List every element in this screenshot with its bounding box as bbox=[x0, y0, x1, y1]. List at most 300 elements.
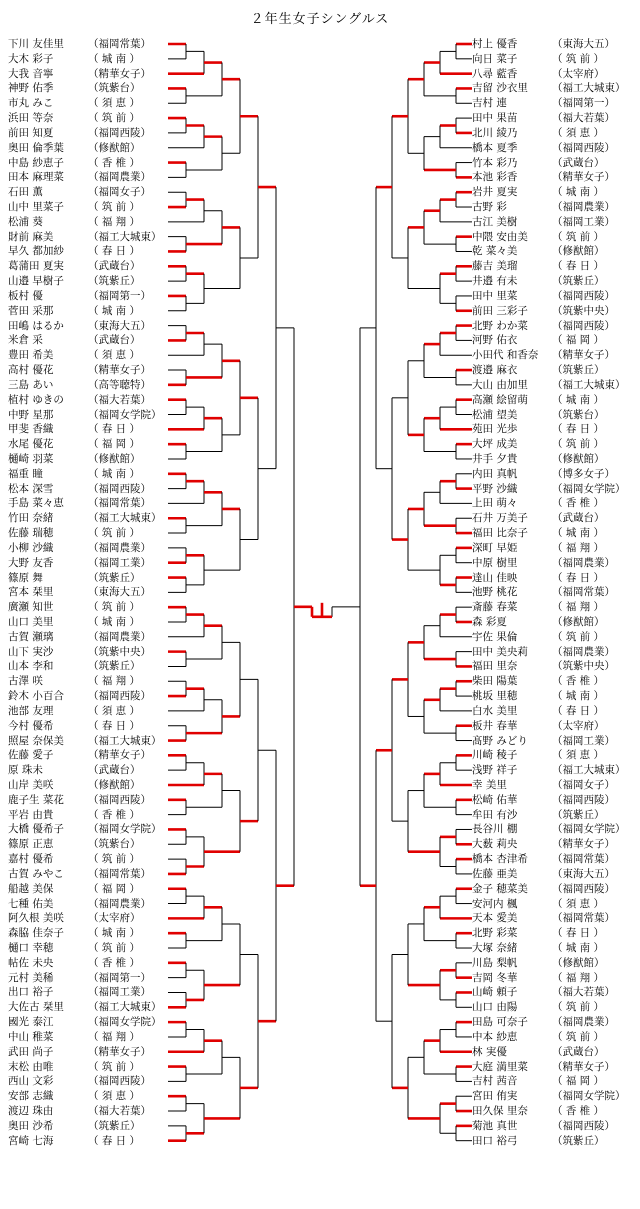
player-school: （福岡工業） bbox=[88, 556, 151, 569]
player-name: 大坪 成美 bbox=[472, 438, 518, 451]
player-name: 大庭 満里菜 bbox=[472, 1060, 528, 1073]
player-school: （福岡西陵） bbox=[552, 319, 615, 332]
player-school: （ 春 日 ） bbox=[88, 1134, 141, 1147]
player-name: 小柳 沙織 bbox=[8, 541, 54, 554]
player-name: 藤吉 美瑠 bbox=[472, 260, 518, 273]
player-school: （ 城 南 ） bbox=[88, 52, 141, 65]
player-school: （福岡女学院） bbox=[552, 482, 626, 495]
player-school: （筑紫丘） bbox=[88, 660, 141, 673]
player-name: 前田 知夏 bbox=[8, 126, 54, 139]
player-name: 福田 里奈 bbox=[472, 660, 518, 673]
player-school: （ 筑 前 ） bbox=[88, 853, 141, 866]
player-school: （ 須 恵 ） bbox=[88, 1090, 141, 1103]
player-school: （ 春 日 ） bbox=[88, 719, 141, 732]
player-school: （修猷館） bbox=[552, 452, 605, 465]
player-name: 竹本 彩乃 bbox=[472, 156, 518, 169]
player-school: （福岡西陵） bbox=[552, 882, 615, 895]
player-name: 大野 友香 bbox=[8, 556, 54, 569]
player-name: 金子 穂菜美 bbox=[472, 882, 528, 895]
player-name: 田本 麻理菜 bbox=[8, 171, 64, 184]
player-name: 帖佐 未央 bbox=[8, 956, 54, 969]
player-name: 古澤 咲 bbox=[8, 675, 43, 688]
player-school: （福岡西陵） bbox=[552, 141, 615, 154]
player-school: （ 城 南 ） bbox=[552, 527, 605, 540]
player-name: 竹田 奈緒 bbox=[8, 512, 54, 525]
player-school: （修猷館） bbox=[88, 779, 141, 791]
player-school: （ 筑 前 ） bbox=[552, 630, 605, 643]
player-school: （福岡常葉） bbox=[552, 853, 615, 866]
player-school: （精華女子） bbox=[552, 838, 615, 851]
player-name: 中野 星那 bbox=[8, 408, 54, 421]
player-school: （太宰府） bbox=[552, 67, 605, 80]
player-school: （ 城 南 ） bbox=[552, 393, 605, 406]
player-name: 松本 深雪 bbox=[8, 482, 54, 495]
player-name: 前田 三彩子 bbox=[472, 304, 528, 317]
right-bracket bbox=[360, 44, 472, 1141]
player-name: 手島 菜々恵 bbox=[8, 497, 64, 510]
player-school: （福岡第一） bbox=[552, 97, 615, 110]
player-school: （筑紫中央） bbox=[552, 304, 615, 317]
player-school: （精華女子） bbox=[88, 749, 151, 762]
player-school: （福岡西陵） bbox=[88, 482, 151, 495]
player-name: 大山 由加里 bbox=[472, 378, 528, 391]
player-name: 安河内 楓 bbox=[472, 897, 518, 910]
player-name: 幸 美里 bbox=[472, 779, 507, 791]
player-school: （ 城 南 ） bbox=[88, 467, 141, 480]
player-name: 山崎 頼子 bbox=[472, 986, 518, 999]
player-school: （福岡農業） bbox=[88, 630, 151, 643]
player-school: （福工大城東） bbox=[88, 734, 162, 747]
player-school: （ 春 日 ） bbox=[88, 423, 141, 436]
player-name: 柴田 陽葉 bbox=[472, 675, 518, 688]
player-name: 山邉 早樹子 bbox=[8, 275, 64, 288]
player-school: （福岡西陵） bbox=[88, 1075, 151, 1088]
player-school: （福岡常葉） bbox=[88, 497, 151, 510]
player-name: 鈴木 小百合 bbox=[8, 690, 64, 703]
player-school: （ 須 恵 ） bbox=[552, 897, 605, 910]
player-name: 森脇 佳奈子 bbox=[8, 927, 64, 940]
player-school: （福工大城東） bbox=[552, 82, 626, 95]
player-school: （福岡農業） bbox=[88, 541, 151, 554]
player-name: 中原 樹里 bbox=[472, 556, 518, 569]
player-name: 今村 優希 bbox=[8, 719, 54, 732]
player-name: 山中 里菜子 bbox=[8, 201, 64, 214]
player-school: （修猷館） bbox=[88, 452, 141, 465]
player-school: （東海大五） bbox=[552, 38, 615, 50]
player-school: （ 須 恵 ） bbox=[552, 749, 605, 762]
player-name: 橋本 夏季 bbox=[472, 141, 518, 154]
player-school: （ 福 翔 ） bbox=[552, 541, 605, 554]
player-school: （ 香 椎 ） bbox=[88, 156, 141, 169]
player-name: 大塚 奈緒 bbox=[472, 942, 518, 955]
player-school: （福岡西陵） bbox=[88, 690, 151, 703]
player-name: 三島 あい bbox=[8, 378, 54, 391]
player-school: （ 須 恵 ） bbox=[88, 97, 141, 110]
player-school: （筑紫台） bbox=[552, 408, 605, 421]
player-school: （ 福 岡 ） bbox=[88, 438, 141, 451]
player-name: 菊池 真世 bbox=[472, 1119, 518, 1132]
player-school: （ 筑 前 ） bbox=[88, 112, 141, 125]
player-school: （福岡常葉） bbox=[88, 867, 151, 880]
player-school: （太宰府） bbox=[88, 912, 141, 925]
player-school: （ 福 翔 ） bbox=[552, 601, 605, 614]
player-school: （ 春 日 ） bbox=[88, 245, 141, 258]
player-school: （筑紫丘） bbox=[552, 1134, 605, 1147]
player-name: 池野 桃花 bbox=[472, 586, 518, 599]
player-school: （福岡女子） bbox=[552, 779, 615, 791]
player-school: （ 筑 前 ） bbox=[552, 230, 605, 243]
player-name: 渡辺 珠由 bbox=[8, 1105, 54, 1118]
player-school: （福岡西陵） bbox=[552, 289, 615, 302]
player-name: 牟田 有沙 bbox=[472, 808, 518, 821]
player-name: 八尋 藍香 bbox=[472, 67, 518, 80]
player-name: 橋本 杏津希 bbox=[472, 853, 528, 866]
player-name: 葛蒲田 夏実 bbox=[8, 260, 64, 273]
player-school: （筑紫丘） bbox=[552, 808, 605, 821]
player-name: 七種 佑美 bbox=[8, 897, 54, 910]
player-name: 鹿子生 菜花 bbox=[8, 793, 64, 806]
player-name: 大薮 莉央 bbox=[472, 838, 518, 851]
player-school: （福岡農業） bbox=[552, 201, 615, 214]
player-school: （福岡第一） bbox=[88, 971, 151, 984]
player-name: 宇佐 果倫 bbox=[472, 630, 518, 643]
player-school: （福大若葉） bbox=[552, 986, 615, 999]
player-name: 甲斐 香織 bbox=[8, 423, 54, 436]
player-school: （ 福 岡 ） bbox=[552, 1075, 605, 1088]
player-name: 西山 文彩 bbox=[8, 1075, 54, 1088]
player-school: （高等聴特） bbox=[88, 378, 151, 391]
player-name: 大橋 優希子 bbox=[8, 823, 64, 836]
player-name: 早久 都加紗 bbox=[8, 245, 64, 258]
player-school: （ 須 恵 ） bbox=[88, 704, 141, 717]
player-school: （福工大城東） bbox=[88, 230, 162, 243]
player-school: （福大若葉） bbox=[88, 393, 151, 406]
player-name: 神野 佑季 bbox=[8, 82, 54, 95]
player-school: （筑紫丘） bbox=[88, 275, 141, 288]
player-name: 照屋 奈保美 bbox=[8, 734, 64, 747]
player-name: 松浦 葵 bbox=[8, 215, 43, 228]
player-school: （ 福 翔 ） bbox=[88, 1030, 141, 1043]
player-name: 佐藤 亜美 bbox=[472, 867, 518, 880]
player-school: （筑紫丘） bbox=[88, 1119, 141, 1132]
player-name: 小田代 和香奈 bbox=[472, 349, 539, 362]
player-school: （福工大城東） bbox=[88, 1001, 162, 1014]
player-name: 吉岡 冬華 bbox=[472, 971, 518, 984]
player-name: 奥田 倫季葉 bbox=[8, 141, 64, 154]
player-school: （福工大城東） bbox=[552, 764, 626, 777]
player-name: 渡邉 麻衣 bbox=[472, 364, 518, 377]
player-name: 長谷川 棚 bbox=[472, 823, 518, 836]
player-name: 井手 夕貴 bbox=[472, 452, 518, 465]
player-name: 下川 友佳里 bbox=[8, 38, 64, 50]
player-school: （福岡農業） bbox=[552, 645, 615, 658]
player-name: 樋口 幸穂 bbox=[8, 942, 54, 955]
player-school: （東海大五） bbox=[88, 586, 151, 599]
player-name: 北野 彩菜 bbox=[472, 927, 518, 940]
player-school: （福岡常葉） bbox=[552, 912, 615, 925]
player-name: 樋崎 羽菜 bbox=[8, 452, 54, 465]
player-school: （福岡西陵） bbox=[552, 793, 615, 806]
player-school: （修猷館） bbox=[552, 245, 605, 258]
player-name: 米倉 采 bbox=[8, 334, 43, 347]
player-school: （ 香 椎 ） bbox=[552, 1105, 605, 1118]
player-school: （福岡工業） bbox=[552, 215, 615, 228]
player-name: 植村 ゆきの bbox=[8, 393, 64, 406]
player-name: 天本 愛美 bbox=[472, 912, 518, 925]
player-name: 吉留 沙衣里 bbox=[472, 82, 528, 95]
player-name: 髙野 みどり bbox=[472, 734, 528, 747]
player-school: （ 春 日 ） bbox=[552, 260, 605, 273]
player-name: 板井 春華 bbox=[472, 719, 518, 732]
player-school: （福岡農業） bbox=[552, 556, 615, 569]
player-name: 末松 由唯 bbox=[8, 1060, 54, 1073]
player-name: 達山 佳映 bbox=[472, 571, 518, 584]
player-name: 山口 美里 bbox=[8, 615, 54, 628]
player-school: （筑紫丘） bbox=[552, 275, 605, 288]
player-name: 福重 瞳 bbox=[8, 467, 43, 480]
player-name: 北川 綾乃 bbox=[472, 126, 518, 139]
player-school: （筑紫台） bbox=[88, 82, 141, 95]
player-name: 川崎 稜子 bbox=[472, 749, 518, 762]
player-school: （ 城 南 ） bbox=[88, 615, 141, 628]
player-school: （精華女子） bbox=[88, 364, 151, 377]
player-name: 山下 実沙 bbox=[8, 645, 54, 658]
player-school: （福岡女子） bbox=[88, 186, 151, 199]
player-school: （ 福 翔 ） bbox=[552, 971, 605, 984]
player-name: 田中 果苗 bbox=[472, 112, 518, 125]
player-school: （武蔵台） bbox=[88, 334, 141, 347]
player-school: （福岡第一） bbox=[88, 289, 151, 302]
player-name: 宮田 侑実 bbox=[472, 1090, 518, 1103]
player-name: 古野 彩 bbox=[472, 201, 507, 214]
player-name: 中隈 安由美 bbox=[472, 230, 528, 243]
player-school: （武蔵台） bbox=[88, 260, 141, 273]
player-school: （ 筑 前 ） bbox=[552, 52, 605, 65]
player-school: （福岡女学院） bbox=[552, 1090, 626, 1103]
player-name: 田口 裕弓 bbox=[472, 1134, 518, 1147]
player-school: （ 福 岡 ） bbox=[88, 882, 141, 895]
player-name: 松浦 望美 bbox=[472, 408, 518, 421]
player-name: 川島 梨帆 bbox=[472, 956, 518, 969]
player-school: （ 筑 前 ） bbox=[88, 942, 141, 955]
player-name: 平野 沙織 bbox=[472, 482, 518, 495]
player-school: （福大若葉） bbox=[552, 112, 615, 125]
player-school: （ 福 翔 ） bbox=[88, 675, 141, 688]
player-name: 財前 麻美 bbox=[8, 230, 54, 243]
player-name: 斎藤 春菜 bbox=[472, 601, 518, 614]
player-name: 廣瀬 知世 bbox=[8, 601, 54, 614]
player-name: 中島 紗恵子 bbox=[8, 156, 64, 169]
player-school: （ 城 南 ） bbox=[88, 304, 141, 317]
player-name: 安部 志織 bbox=[8, 1090, 54, 1103]
player-name: 福田 比奈子 bbox=[472, 527, 528, 540]
player-name: 阿久根 美咲 bbox=[8, 912, 64, 925]
player-school: （福岡西陵） bbox=[552, 1119, 615, 1132]
player-name: 河野 佑衣 bbox=[472, 334, 518, 347]
page-title: ２年生女子シングルス bbox=[250, 12, 390, 27]
player-school: （武蔵台） bbox=[88, 764, 141, 777]
player-name: 深町 早姫 bbox=[472, 541, 518, 554]
player-school: （ 香 椎 ） bbox=[552, 675, 605, 688]
player-name: 田中 里菜 bbox=[472, 289, 518, 302]
player-school: （ 春 日 ） bbox=[552, 571, 605, 584]
player-school: （修猷館） bbox=[552, 956, 605, 969]
player-name: 宮本 栞里 bbox=[8, 586, 54, 599]
player-name: 北野 わか菜 bbox=[472, 319, 528, 332]
player-school: （ 筑 前 ） bbox=[552, 1001, 605, 1014]
player-name: 板村 優 bbox=[8, 289, 43, 302]
player-school: （筑紫丘） bbox=[552, 364, 605, 377]
player-name: 中山 稚菜 bbox=[8, 1030, 54, 1043]
player-name: 嘉村 優希 bbox=[8, 853, 54, 866]
player-school: （ 福 岡 ） bbox=[552, 334, 605, 347]
player-school: （福岡西陵） bbox=[88, 126, 151, 139]
player-name: 宮崎 七海 bbox=[8, 1134, 54, 1147]
player-name: 林 実優 bbox=[472, 1045, 507, 1058]
player-school: （武蔵台） bbox=[552, 156, 605, 169]
player-school: （福工大城東） bbox=[88, 512, 162, 525]
player-name: 高村 優花 bbox=[8, 364, 54, 377]
player-school: （ 城 南 ） bbox=[552, 186, 605, 199]
player-school: （福大若葉） bbox=[88, 1105, 151, 1118]
player-name: 元村 美稀 bbox=[8, 971, 54, 984]
player-name: 吉村 連 bbox=[472, 97, 507, 110]
player-name: 船越 美保 bbox=[8, 882, 54, 895]
player-name: 森 彩夏 bbox=[472, 615, 507, 628]
player-school: （武蔵台） bbox=[552, 1045, 605, 1058]
player-school: （修猷館） bbox=[88, 141, 141, 154]
player-school: （ 須 恵 ） bbox=[552, 126, 605, 139]
player-school: （福工大城東） bbox=[552, 378, 626, 391]
player-name: 市丸 みこ bbox=[8, 97, 54, 110]
player-school: （精華女子） bbox=[552, 349, 615, 362]
player-name: 佐藤 愛子 bbox=[8, 749, 54, 762]
player-name: 古賀 みやこ bbox=[8, 867, 64, 880]
player-school: （ 筑 前 ） bbox=[552, 1030, 605, 1043]
player-school: （ 筑 前 ） bbox=[88, 201, 141, 214]
player-name: 出口 裕子 bbox=[8, 986, 54, 999]
player-name: 上田 萌々 bbox=[472, 497, 518, 510]
player-name: 篠原 舞 bbox=[8, 571, 43, 584]
player-school: （福岡農業） bbox=[552, 1016, 615, 1029]
player-name: 佐藤 瑞穂 bbox=[8, 527, 54, 540]
player-name: 田中 美央莉 bbox=[472, 645, 528, 658]
player-name: 田島 可奈子 bbox=[472, 1016, 528, 1029]
player-name: 中本 紗恵 bbox=[472, 1030, 518, 1043]
player-school: （精華女子） bbox=[88, 1045, 151, 1058]
player-name: 浅野 祥子 bbox=[472, 764, 518, 777]
player-name: 桃坂 里穂 bbox=[472, 690, 518, 703]
player-name: 篠原 正恵 bbox=[8, 838, 54, 851]
player-name: 菅田 采那 bbox=[8, 304, 54, 317]
player-school: （福岡農業） bbox=[88, 171, 151, 184]
player-school: （福岡西陵） bbox=[88, 793, 151, 806]
player-name: 井邉 有未 bbox=[472, 275, 518, 288]
player-school: （筑紫丘） bbox=[88, 571, 141, 584]
player-name: 池部 友理 bbox=[8, 704, 54, 717]
player-school: （ 春 日 ） bbox=[552, 423, 605, 436]
player-school: （修猷館） bbox=[552, 615, 605, 628]
player-school: （博多女子） bbox=[552, 467, 615, 480]
player-school: （ 筑 前 ） bbox=[88, 601, 141, 614]
player-name: 古賀 瀬璃 bbox=[8, 630, 54, 643]
player-name: 原 珠未 bbox=[8, 764, 43, 777]
player-school: （筑紫台） bbox=[88, 838, 141, 851]
player-name: 松崎 佑華 bbox=[472, 793, 518, 806]
player-name: 吉村 茜音 bbox=[472, 1075, 518, 1088]
player-school: （東海大五） bbox=[552, 867, 615, 880]
player-school: （福岡常葉） bbox=[552, 586, 615, 599]
player-name: 石井 万美子 bbox=[472, 512, 528, 525]
player-school: （東海大五） bbox=[88, 319, 151, 332]
player-school: （福岡工業） bbox=[88, 986, 151, 999]
player-name: 村上 優香 bbox=[472, 38, 518, 50]
player-school: （ 城 南 ） bbox=[552, 942, 605, 955]
player-school: （福岡女学院） bbox=[552, 823, 626, 836]
player-name: 平岩 由貴 bbox=[8, 808, 54, 821]
player-school: （精華女子） bbox=[552, 171, 615, 184]
player-school: （ 香 椎 ） bbox=[88, 956, 141, 969]
player-school: （ 筑 前 ） bbox=[88, 1060, 141, 1073]
player-name: 奥田 沙希 bbox=[8, 1119, 54, 1132]
player-name: 田久保 里奈 bbox=[472, 1105, 528, 1118]
player-name: 本池 彩香 bbox=[472, 171, 518, 184]
player-name: 苑田 光歩 bbox=[472, 423, 518, 436]
player-name: 浜田 等奈 bbox=[8, 112, 54, 125]
player-school: （ 城 南 ） bbox=[552, 690, 605, 703]
player-school: （福岡女学院） bbox=[88, 1016, 162, 1029]
player-school: （精華女子） bbox=[88, 67, 151, 80]
player-name: 山本 李和 bbox=[8, 660, 54, 673]
player-school: （太宰府） bbox=[552, 719, 605, 732]
player-name: 豊田 希美 bbox=[8, 349, 54, 362]
player-name: 田嶋 はるか bbox=[8, 319, 64, 332]
player-school: （筑紫中央） bbox=[88, 645, 151, 658]
player-school: （精華女子） bbox=[552, 1060, 615, 1073]
player-name: 大我 音寧 bbox=[8, 67, 54, 80]
player-school: （武蔵台） bbox=[552, 512, 605, 525]
player-name: 武田 尚子 bbox=[8, 1045, 54, 1058]
player-school: （ 香 椎 ） bbox=[552, 497, 605, 510]
player-school: （福岡女学院） bbox=[88, 408, 162, 421]
player-school: （福岡女学院） bbox=[88, 823, 162, 836]
player-name: 石田 薫 bbox=[8, 186, 43, 199]
player-school: （ 筑 前 ） bbox=[88, 527, 141, 540]
player-name: 國光 泰江 bbox=[8, 1016, 54, 1029]
player-name: 岩井 夏実 bbox=[472, 186, 518, 199]
player-name: 山岸 美咲 bbox=[8, 779, 54, 791]
player-school: （ 筑 前 ） bbox=[552, 438, 605, 451]
player-name: 大佐古 栞里 bbox=[8, 1001, 64, 1014]
player-name: 高瀬 絵留萌 bbox=[472, 393, 528, 406]
player-school: （ 春 日 ） bbox=[552, 927, 605, 940]
player-name: 内田 真帆 bbox=[472, 467, 518, 480]
player-school: （ 福 翔 ） bbox=[88, 215, 141, 228]
player-name: 水尾 優花 bbox=[8, 438, 54, 451]
player-name: 乾 菜々美 bbox=[472, 245, 518, 258]
player-school: （福岡農業） bbox=[88, 897, 151, 910]
player-name: 向日 菜子 bbox=[472, 52, 518, 65]
player-name: 古江 美樹 bbox=[472, 215, 518, 228]
player-school: （福岡常葉） bbox=[88, 38, 151, 50]
player-school: （ 須 恵 ） bbox=[88, 349, 141, 362]
player-school: （ 城 南 ） bbox=[88, 927, 141, 940]
player-school: （筑紫中央） bbox=[552, 660, 615, 673]
player-name: 山口 由陽 bbox=[472, 1001, 518, 1014]
player-name: 大木 彩子 bbox=[8, 52, 54, 65]
player-school: （福岡工業） bbox=[552, 734, 615, 747]
player-name: 白水 美里 bbox=[472, 704, 518, 717]
